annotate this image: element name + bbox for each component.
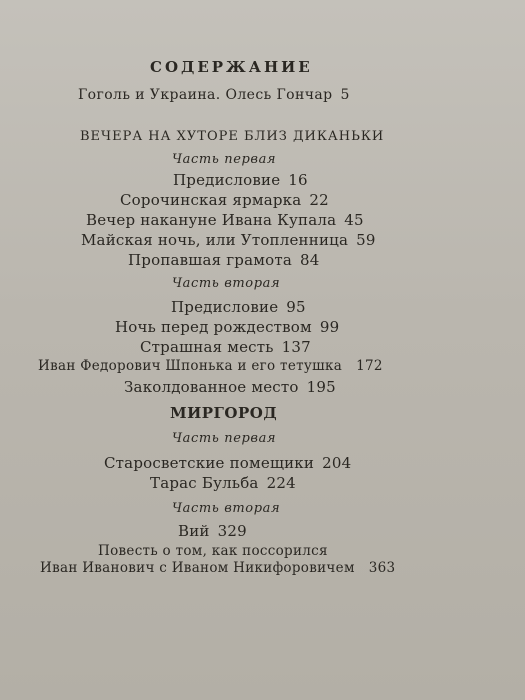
entry-page: 204 [322,454,352,472]
toc-entry-intro [78,88,350,102]
entry-title: Тарас Бульба [150,474,259,492]
part-heading: Часть вторая [172,501,281,516]
part-heading: Часть вторая [172,276,281,291]
entry-title: Предисловие [171,298,279,316]
entry-title: Иван Федорович Шпонька и его тетушка [38,358,343,374]
entry-title: Ночь перед рождеством [115,318,312,336]
entry-page: 59 [356,231,376,249]
entry-title: Иван Иванович с Иваном Никифоровичем [40,560,355,576]
toc-entry [104,456,351,471]
entry-title: Повесть о том, как поссорился [98,543,328,559]
entry-page: 329 [217,522,247,540]
entry-page: 16 [288,171,308,189]
entry-page: 195 [306,378,336,396]
toc-entry [150,476,296,491]
entry-page: 45 [344,211,364,229]
toc-entry [115,320,339,335]
toc-entry [140,340,311,355]
entry-page: 363 [368,560,396,576]
entry-page: 137 [281,338,311,356]
entry-title: Старосветские помещики [104,454,315,472]
entry-page: 22 [309,191,329,209]
section-title-dikanka: ВЕЧЕРА НА ХУТОРЕ БЛИЗ ДИКАНЬКИ [80,129,385,144]
part-heading: Часть первая [172,152,277,167]
entry-title: Страшная месть [140,338,274,356]
toc-entry [38,360,383,374]
entry-title: Гоголь и Украина. Олесь Гончар [78,87,333,103]
toc-entry [98,545,328,559]
entry-title: Сорочинская ярмарка [120,191,302,209]
part-heading: Часть первая [172,431,277,446]
entry-title: Пропавшая грамота [128,251,292,269]
entry-title: Вечер накануне Ивана Купала [86,211,337,229]
toc-entry [173,173,308,188]
entry-title: Майская ночь, или Утопленница [81,231,349,249]
entry-page: 224 [266,474,296,492]
toc-entry [86,213,364,228]
section-title-mirgorod: МИРГОРОД [170,404,278,422]
entry-page: 84 [299,251,320,269]
entry-page: 172 [356,358,383,374]
toc-entry [178,524,247,539]
toc-entry [40,562,395,576]
entry-page: 99 [319,318,340,336]
entry-title: Вий [178,522,210,540]
entry-title: Заколдованное место [124,378,299,396]
entry-title: Предисловие [173,171,281,189]
toc-entry [171,300,306,315]
toc-entry [81,233,376,248]
toc-entry [124,380,336,395]
toc-entry [120,193,329,208]
toc-entry [128,253,319,268]
entry-page: 95 [286,298,306,316]
page-title: СОДЕРЖАНИЕ [150,58,313,76]
entry-page: 5 [340,87,350,103]
